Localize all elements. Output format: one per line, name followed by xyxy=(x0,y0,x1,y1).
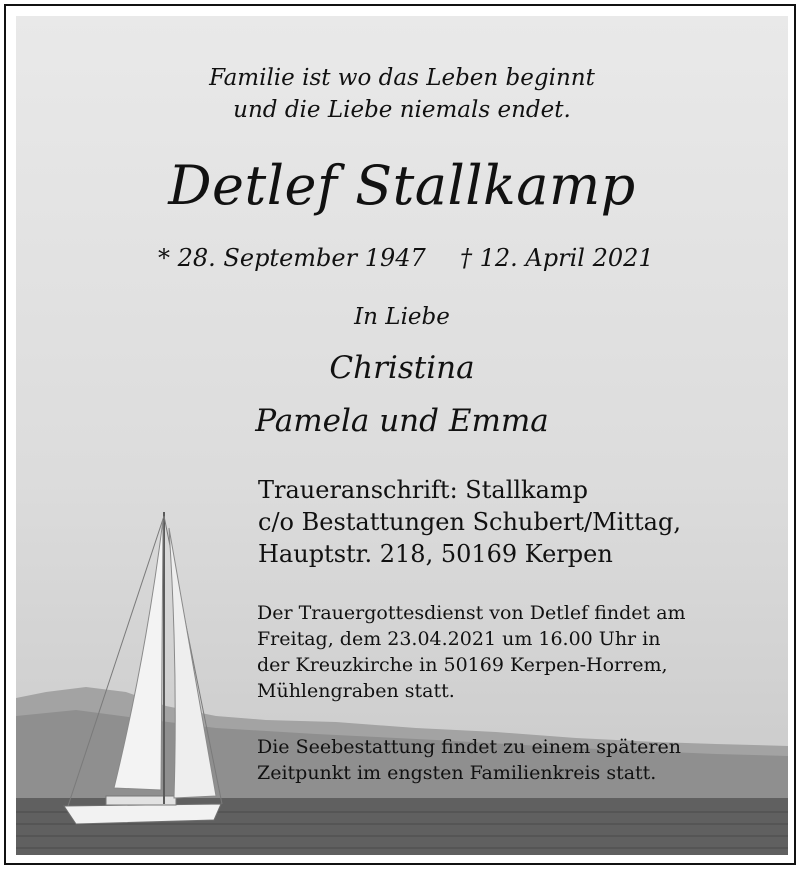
quote-line-1: Familie ist wo das Leben beginnt xyxy=(209,65,595,91)
address-line-2: c/o Bestattungen Schubert/Mittag, xyxy=(258,508,681,536)
service-line-4: Mühlengraben statt. xyxy=(257,680,455,702)
opening-quote xyxy=(16,62,788,126)
deceased-name: Detlef Stallkamp xyxy=(168,154,636,217)
service-notice xyxy=(257,600,686,704)
obituary-frame xyxy=(4,4,796,865)
quote-line-2: und die Liebe niemals endet. xyxy=(233,97,571,123)
mourner-line-1: Christina xyxy=(329,350,475,386)
service-line-3: der Kreuzkirche in 50169 Kerpen-Horrem, xyxy=(257,654,668,676)
service-line-1: Der Trauergottesdienst von Detlef findet am xyxy=(257,602,686,624)
address-line-3: Hauptstr. 218, 50169 Kerpen xyxy=(258,540,613,568)
service-line-2: Freitag, dem 23.04.2021 um 16.00 Uhr in xyxy=(257,628,661,650)
obituary-panel xyxy=(16,16,788,855)
death-date: † 12. April 2021 xyxy=(460,244,654,272)
address-line-1: Traueranschrift: Stallkamp xyxy=(258,476,589,504)
boat-jib xyxy=(169,528,216,798)
burial-notice xyxy=(257,734,681,786)
burial-line-1: Die Seebestattung findet zu einem späteren xyxy=(257,736,681,758)
mourners-intro: In Liebe xyxy=(354,304,450,330)
mourner-line-2: Pamela und Emma xyxy=(255,403,549,439)
mourning-address xyxy=(258,474,681,570)
boat-cabin xyxy=(106,796,176,805)
burial-line-2: Zeitpunkt im engsten Familienkreis statt. xyxy=(257,762,657,784)
birth-date: * 28. September 1947 xyxy=(158,244,426,272)
